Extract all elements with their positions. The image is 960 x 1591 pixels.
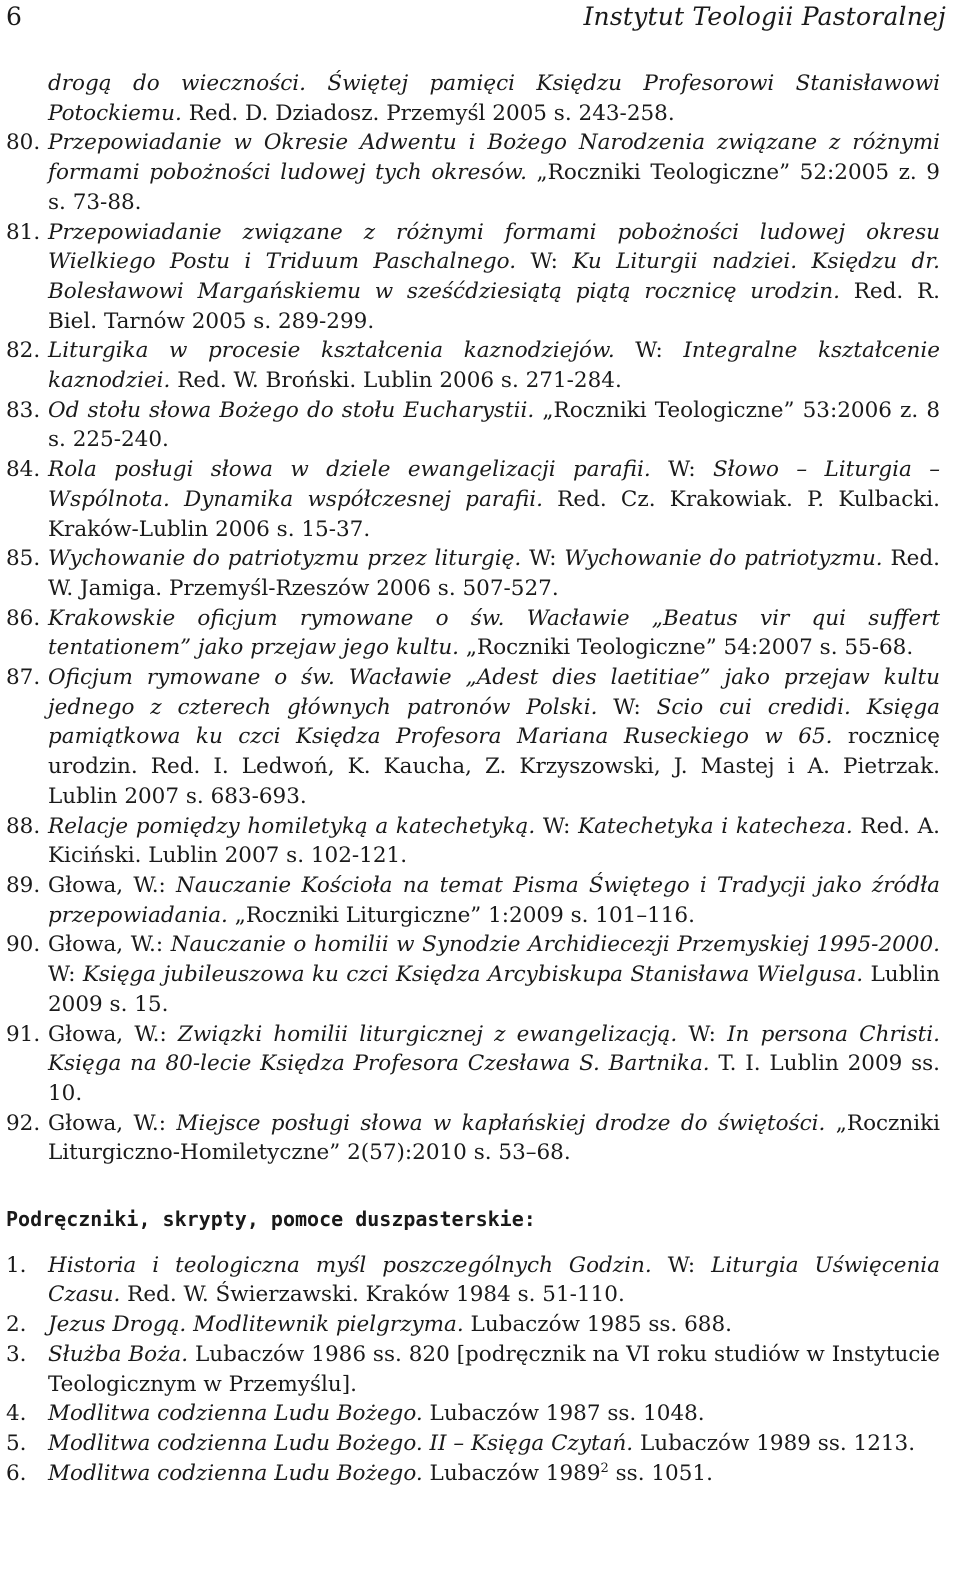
entry-number: 3. xyxy=(6,1341,27,1367)
entry-number: 87. xyxy=(6,665,41,691)
running-title: Instytut Teologii Pastoralnej xyxy=(583,2,946,31)
entry-text: Liturgika w procesie kształcenia kaznodziejów. W: Integralne kształcenie kaznodziei. Red. W. Broński. Lublin 2006 s. 271-284. xyxy=(48,338,940,394)
entry-number: 86. xyxy=(6,605,41,631)
entry-text: Jezus Drogą. Modlitewnik pielgrzyma. Lubaczów 1985 ss. 688. xyxy=(48,1312,732,1338)
entry-number: 92. xyxy=(6,1110,41,1136)
entry-text: Krakowskie oficjum rymowane o św. Wacławie „Beatus vir qui suffert tentationem” jako przejaw jego kultu. „Roczniki Teologiczne” 54:2007 s. 55-68. xyxy=(48,605,940,661)
entry-number: 90. xyxy=(6,932,41,958)
entry-text: Modlitwa codzienna Ludu Bożego. II – Księga Czytań. Lubaczów 1989 ss. 1213. xyxy=(48,1430,916,1456)
entry-text: Służba Boża. Lubaczów 1986 ss. 820 [podręcznik na VI roku studiów w Instytucie Teologicznym w Przemyślu]. xyxy=(48,1341,940,1397)
handbooks-list xyxy=(6,1251,940,1489)
bibliography-entry xyxy=(6,1109,940,1168)
entry-number: 91. xyxy=(6,1021,41,1047)
entry-number: 84. xyxy=(6,457,41,483)
entry-text: Modlitwa codzienna Ludu Bożego. Lubaczów 1989$^2$ ss. 1051. xyxy=(48,1460,713,1486)
entry-number: 2. xyxy=(6,1312,27,1338)
entry-text: Oficjum rymowane o św. Wacławie „Adest dies laetitiae” jako przejaw kultu jednego z czterech głównych patronów Polski. W: Scio cui credidi. Księga pamiątkowa ku czci Księdza Profesora Mariana Ruseckiego w 65. rocznicę urodzin. Red. I. Ledwoń, K. Kaucha, Z. Krzyszowski, J. Mastej i A. Pietrzak. Lublin 2007 s. 683-693. xyxy=(48,665,940,809)
entry-text: Głowa, W.: Miejsce posługi słowa w kapłańskiej drodze do świętości. „Roczniki Liturgiczno-Homiletyczne” 2(57):2010 s. 53–68. xyxy=(48,1110,941,1166)
bibliography-entry xyxy=(6,604,940,663)
bibliography-list xyxy=(6,128,940,1168)
entry-number: 83. xyxy=(6,397,41,423)
bibliography-entry xyxy=(6,1310,940,1340)
entry-text: Rola posługi słowa w dziele ewangelizacji parafii. W: Słowo – Liturgia – Wspólnota. Dynamika współczesnej parafii. Red. Cz. Krakowiak. P. Kulbacki. Kraków-Lublin 2006 s. 15-37. xyxy=(48,457,941,542)
bibliography-entry xyxy=(6,396,940,455)
bibliography-entry xyxy=(6,1020,940,1109)
entry-number: 5. xyxy=(6,1430,27,1456)
entry-number: 81. xyxy=(6,219,41,245)
bibliography-entry xyxy=(6,1340,940,1399)
entry-text: Głowa, W.: Nauczanie o homilii w Synodzie Archidiecezji Przemyskiej 1995-2000. W: Księga jubileuszowa ku czci Księdza Arcybiskupa Stanisława Wielgusa. Lublin 2009 s. 15. xyxy=(48,932,940,1017)
entry-number: 89. xyxy=(6,872,41,898)
bibliography-entry-continued xyxy=(6,69,940,128)
page-number: 6 xyxy=(6,2,22,31)
entry-text: Wychowanie do patriotyzmu przez liturgię. W: Wychowanie do patriotyzmu. Red. W. Jamiga. Przemyśl-Rzeszów 2006 s. 507-527. xyxy=(48,546,940,601)
entry-text: Przepowiadanie w Okresie Adwentu i Bożego Narodzenia związane z różnymi formami pobożności ludowej tych okresów. „Roczniki Teologiczne” 52:2005 z. 9 s. 73-88. xyxy=(48,130,940,215)
entry-number: 6. xyxy=(6,1460,27,1486)
bibliography-entry xyxy=(6,812,940,871)
entry-number: 82. xyxy=(6,338,41,364)
entry-number: 85. xyxy=(6,546,41,572)
bibliography-entry xyxy=(6,871,940,930)
entry-text: Głowa, W.: Związki homilii liturgicznej z ewangelizacją. W: In persona Christi. Księga na 80-lecie Księdza Profesora Czesława S. Bartnika. T. I. Lublin 2009 ss. 10. xyxy=(48,1021,940,1106)
entry-number: 88. xyxy=(6,813,41,839)
bibliography-entry xyxy=(6,544,940,603)
bibliography-entry xyxy=(6,128,940,217)
entry-text: Przepowiadanie związane z różnymi formami pobożności ludowej okresu Wielkiego Postu i Triduum Paschalnego. W: Ku Liturgii nadziei. Księdzu dr. Bolesławowi Margańskiemu w sześćdziesiątą piątą rocznicę urodzin. Red. R. Biel. Tarnów 2005 s. 289-299. xyxy=(48,219,940,334)
entry-text: Relacje pomiędzy homiletyką a katechetyką. W: Katechetyka i katecheza. Red. A. Kiciński. Lublin 2007 s. 102-121. xyxy=(48,813,940,869)
entry-number: 4. xyxy=(6,1401,27,1427)
bibliography-entry xyxy=(6,1399,940,1429)
bibliography-entry xyxy=(6,218,940,337)
entry-number: 80. xyxy=(6,130,41,156)
page-body xyxy=(6,69,940,1488)
bibliography-entry xyxy=(6,1459,940,1489)
bibliography-entry xyxy=(6,1251,940,1310)
entry-number: 1. xyxy=(6,1252,27,1278)
bibliography-entry xyxy=(6,663,940,812)
bibliography-entry xyxy=(6,455,940,544)
section-heading: Podręczniki, skrypty, pomoce duszpasterskie: xyxy=(6,1207,536,1232)
bibliography-entry xyxy=(6,336,940,395)
bibliography-entry xyxy=(6,1429,940,1459)
entry-text: Od stołu słowa Bożego do stołu Eucharystii. „Roczniki Teologiczne” 53:2006 z. 8 s. 225-240. xyxy=(48,397,940,453)
page-header xyxy=(6,2,946,32)
entry-text: drogą do wieczności. Świętej pamięci Księdzu Profesorowi Stanisławowi Potockiemu. Red. D. Dziadosz. Przemyśl 2005 s. 243-258. xyxy=(48,71,940,126)
entry-text: Modlitwa codzienna Ludu Bożego. Lubaczów 1987 ss. 1048. xyxy=(48,1401,705,1427)
entry-text: Głowa, W.: Nauczanie Kościoła na temat Pisma Świętego i Tradycji jako źródła przepowiadania. „Roczniki Liturgiczne” 1:2009 s. 101–116. xyxy=(48,872,941,928)
entry-text: Historia i teologiczna myśl poszczególnych Godzin. W: Liturgia Uświęcenia Czasu. Red. W. Świerzawski. Kraków 1984 s. 51-110. xyxy=(48,1252,941,1308)
bibliography-entry xyxy=(6,930,940,1019)
